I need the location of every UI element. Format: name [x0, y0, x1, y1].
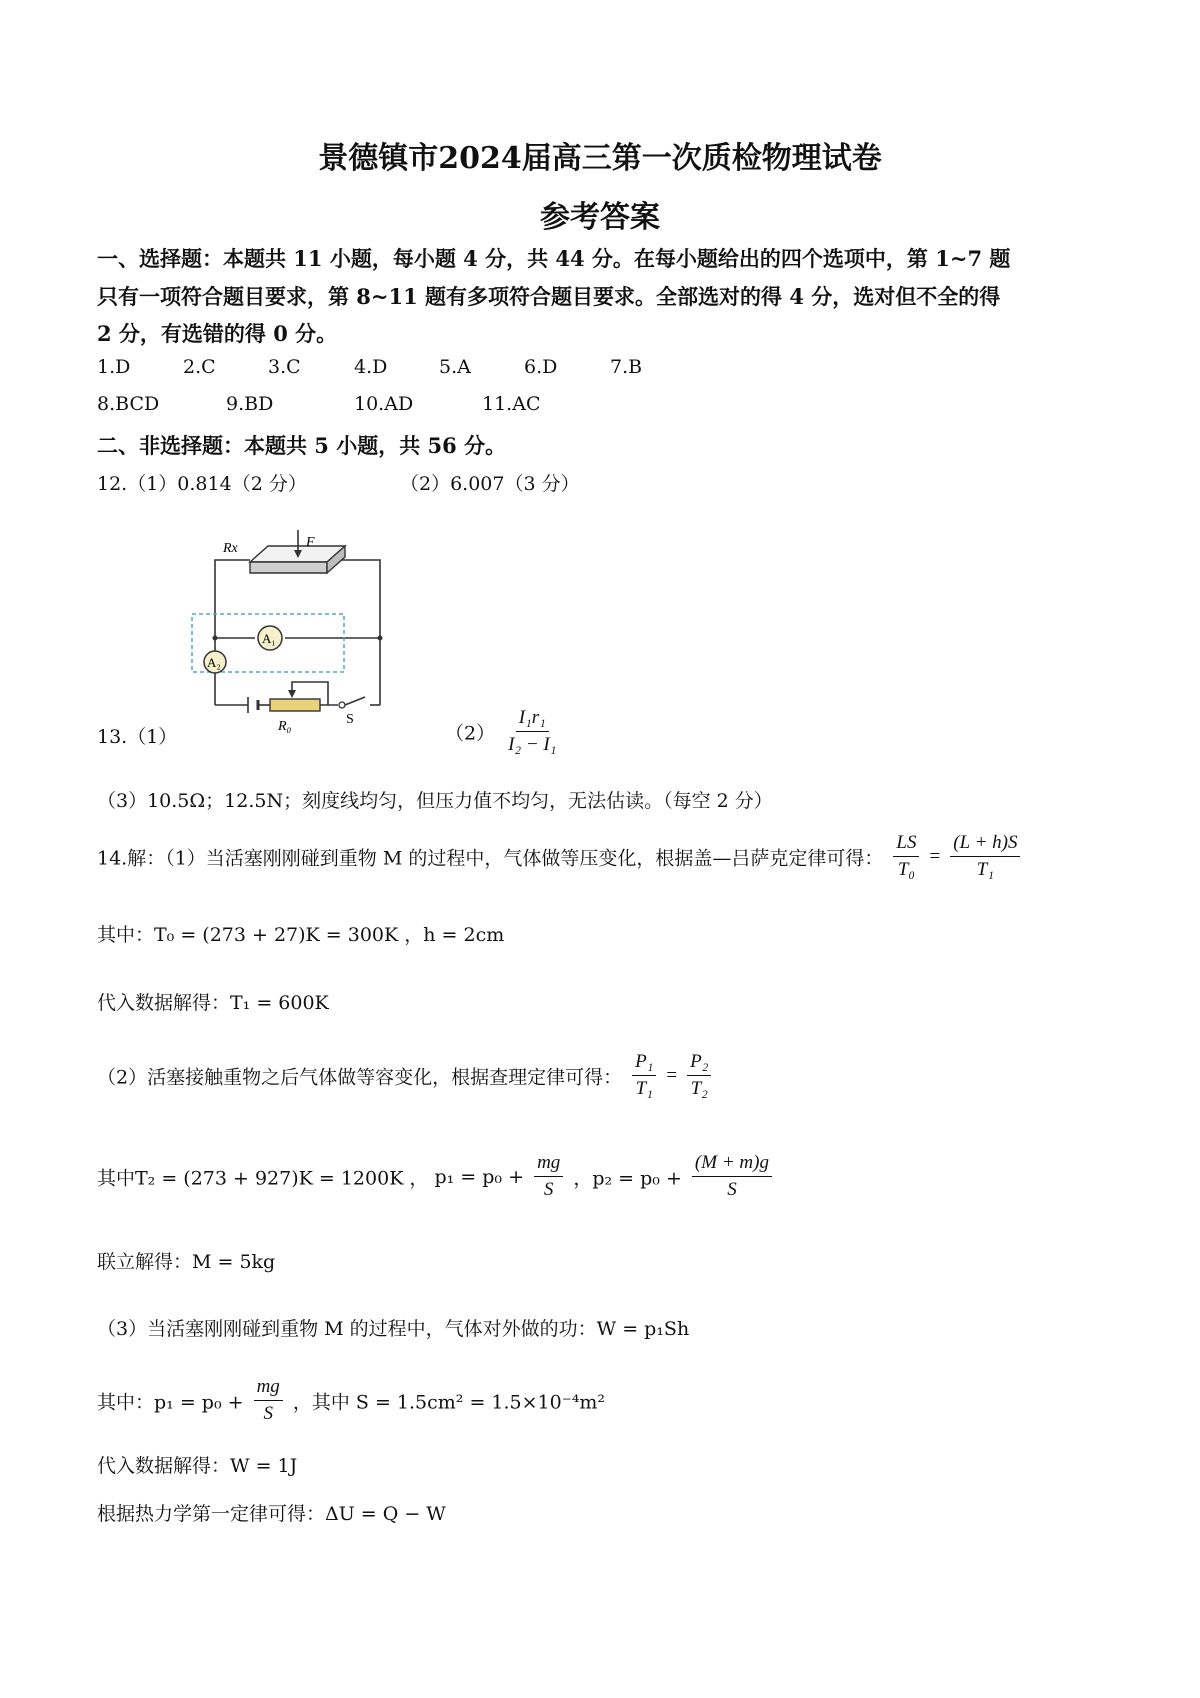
- answer-7: 7.B: [610, 356, 643, 378]
- answer-10: 10.AD: [354, 393, 414, 415]
- q13-part1-label: 13.（1）: [97, 726, 178, 748]
- label-f: F: [306, 535, 315, 550]
- where2-frac2: [692, 1153, 772, 1201]
- answer-3: 3.C: [268, 356, 301, 378]
- eq2-num-left: P₁: [632, 1052, 656, 1076]
- where3-p1: 其中：p₁ = p₀ +: [97, 1391, 244, 1414]
- eq1-den-right: T₁: [976, 858, 994, 880]
- switch-s: [339, 702, 345, 708]
- q13-part3: （3）10.5Ω；12.5N；刻度线均匀，但压力值不均匀，无法估读。（每空 2 分）: [97, 790, 773, 812]
- q14-solution2: 联立解得：M = 5kg: [97, 1251, 276, 1273]
- where2-p1: p₁ = p₀ +: [434, 1165, 525, 1188]
- eq2-den-right: T₂: [690, 1077, 708, 1099]
- eq1-den-left: T₀: [897, 858, 916, 880]
- q14-where2: [97, 1153, 776, 1201]
- answer-11: 11.AC: [482, 393, 541, 415]
- q14-eq1-right: [950, 833, 1020, 881]
- circuit-diagram: [180, 530, 390, 735]
- q13-part2: [445, 708, 563, 756]
- eq1-num-right: (L + h)S: [950, 833, 1020, 857]
- answer-2: 2.C: [183, 356, 216, 378]
- q14-first-law: 根据热力学第一定律可得：ΔU = Q − W: [97, 1503, 446, 1525]
- eq2-den-left: T₁: [635, 1077, 653, 1099]
- answer-6: 6.D: [524, 356, 558, 378]
- section2-heading: 二、非选择题：本题共 5 小题，共 56 分。: [97, 433, 507, 458]
- label-rx: Rx: [223, 541, 238, 556]
- answer-5: 5.A: [439, 356, 471, 378]
- section1-line1: 一、选择题：本题共 11 小题，每小题 4 分，共 44 分。在每小题给出的四个选项中，第 1~7 题: [97, 246, 1011, 271]
- where2-frac1-den: S: [543, 1178, 554, 1200]
- rheostat-r0: [270, 699, 320, 711]
- where2-p2: ，p₂ = p₀ +: [573, 1167, 682, 1190]
- label-a2: A₂: [207, 655, 221, 670]
- q14-eq1-left: [893, 833, 919, 881]
- q14-part2-intro: （2）活塞接触重物之后气体做等容变化，根据查理定律可得：: [97, 1066, 623, 1089]
- eq2-equals: =: [666, 1064, 678, 1086]
- page-subtitle: 参考答案: [540, 200, 660, 235]
- q13-formula-denominator: I₂ − I₁: [508, 733, 557, 755]
- q14-solution1: 代入数据解得：T₁ = 600K: [97, 992, 329, 1014]
- where3-frac: [254, 1377, 283, 1425]
- q14-part1: [97, 833, 1024, 881]
- label-r0: R₀: [278, 719, 292, 734]
- eq2-num-right: P₂: [687, 1052, 711, 1076]
- section1-line3: 2 分，有选错的得 0 分。: [97, 321, 338, 346]
- eq1-num-left: LS: [893, 833, 919, 857]
- where2-frac1: [534, 1153, 563, 1201]
- q14-part3: （3）当活塞刚刚碰到重物 M 的过程中，气体对外做的功：W = p₁Sh: [97, 1318, 690, 1340]
- q14-eq2-left: [632, 1052, 656, 1100]
- where3-frac-den: S: [263, 1402, 273, 1424]
- q12-part2: （2）6.007（3 分）: [400, 473, 580, 495]
- answer-4: 4.D: [354, 356, 388, 378]
- page-title: 景德镇市2024届高三第一次质检物理试卷: [318, 141, 882, 176]
- label-s: S: [346, 712, 354, 727]
- label-a1: A₁: [262, 631, 276, 646]
- q14-solution3: 代入数据解得：W = 1J: [97, 1455, 298, 1477]
- where3-s: ，其中 S = 1.5cm² = 1.5×10⁻⁴m²: [292, 1391, 605, 1414]
- q13-part2-label: （2）: [445, 722, 496, 745]
- q14-intro: 14.解：（1）当活塞刚刚碰到重物 M 的过程中，气体做等压变化，根据盖—吕萨克定律可得：: [97, 847, 884, 870]
- q14-eq2-right: [687, 1052, 711, 1100]
- section1-line2: 只有一项符合题目要求，第 8~11 题有多项符合题目要求。全部选对的得 4 分，选对但不全的得: [97, 284, 1001, 309]
- q12-part1: 12.（1）0.814（2 分）: [97, 473, 307, 495]
- answer-1: 1.D: [97, 356, 131, 378]
- where2-frac2-num: (M + m)g: [692, 1153, 772, 1177]
- where2-t2: 其中T₂ = (273 + 927)K = 1200K ，: [97, 1167, 429, 1190]
- q14-where1: 其中：T₀ = (273 + 27)K = 300K ，h = 2cm: [97, 924, 505, 946]
- eq1-equals: =: [929, 845, 941, 867]
- answer-9: 9.BD: [226, 393, 274, 415]
- q13-formula: [505, 708, 559, 756]
- where2-frac1-num: mg: [534, 1153, 563, 1177]
- q13-formula-numerator: I₁r₁: [516, 708, 549, 732]
- where3-frac-num: mg: [254, 1377, 283, 1401]
- q14-where3: [97, 1377, 605, 1425]
- answer-8: 8.BCD: [97, 393, 160, 415]
- where2-frac2-den: S: [727, 1178, 737, 1200]
- q14-part2: [97, 1052, 715, 1100]
